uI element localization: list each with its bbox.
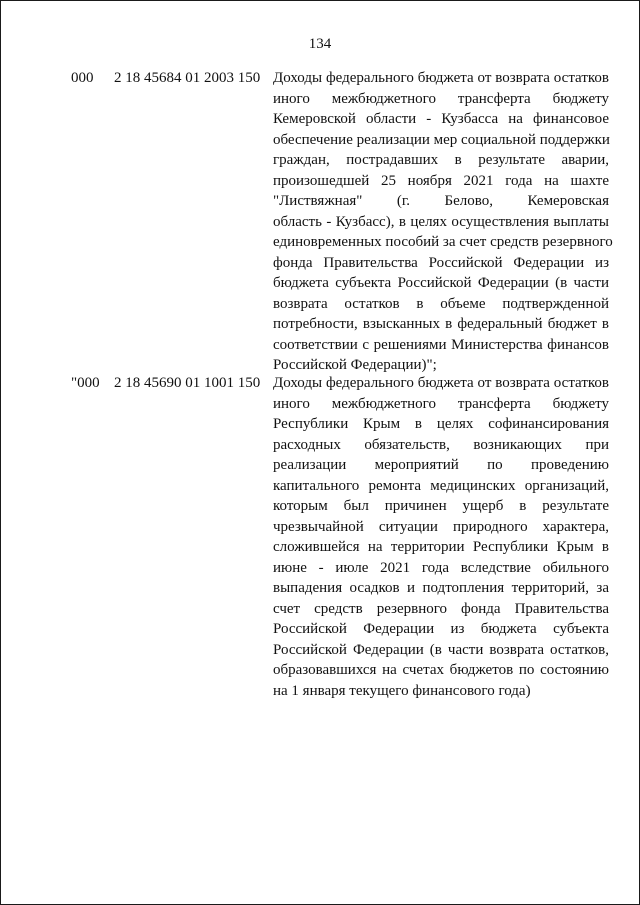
description-line: выпадения осадков и подтопления территорий, за [273,580,609,596]
description-line: фонда Правительства Российской Федерации из [273,254,609,271]
budget-classification-code: 2 18 45684 01 2003 150 [114,70,261,86]
revenue-description [273,68,613,376]
description-line: Кемеровской области - Кузбасса на финансовое [273,111,609,127]
description-line: Доходы федерального бюджета от возврата остатков [273,70,609,86]
description-line: на 1 января текущего финансового года) [273,682,531,699]
description-line: область - Кузбасс), в целях осуществления выплаты [273,213,609,230]
budget-classification-code: 2 18 45690 01 1001 150 [114,375,261,391]
revenue-description [273,373,609,701]
description-line: реализации мероприятий по проведению [273,457,609,473]
description-line: "Листвяжная" (г. Белово, Кемеровская [273,193,609,209]
description-line: счет средств резервного фонда Правительства [273,600,609,617]
description-line: расходных обязательств, возникающих при [273,436,609,453]
description-line: граждан, пострадавших в результате аварии, [273,152,609,168]
administrator-code: "000 [71,375,100,391]
description-line: соответствии с решениями Министерства финансов [273,336,609,353]
description-line: Республики Крым в целях софинансирования [273,416,609,432]
description-line: потребности, взысканных в федеральный бюджет в [273,316,609,332]
description-line: иного межбюджетного трансферта бюджету [273,90,609,107]
page-number: 134 [308,36,332,52]
description-line: единовременных пособий за счет средств резервного [273,234,613,250]
description-line: обеспечение реализации мер социальной поддержки [273,131,610,148]
description-line: Доходы федерального бюджета от возврата остатков [273,375,609,391]
administrator-code: 000 [71,70,94,86]
description-line: чрезвычайной ситуации природного характера, [273,518,609,535]
description-line: капитального ремонта медицинских организаций, [273,477,609,494]
description-line: Российской Федерации (в части возврата остатков, [273,641,609,658]
description-line: которым был причинен ущерб в результате [273,498,609,514]
description-line: произошедшей 25 ноября 2021 года на шахте [273,172,609,189]
description-line: сложившейся на территории Республики Крым в [273,539,609,555]
description-line: образовавшихся на счетах бюджетов по состоянию [273,662,609,678]
description-line: Российской Федерации)"; [273,357,437,373]
description-line: возврата остатков в объеме подтвержденной [273,295,609,312]
description-line: июне - июле 2021 года вследствие обильного [273,559,609,576]
description-line: Российской Федерации из бюджета субъекта [273,621,609,637]
description-line: иного межбюджетного трансферта бюджету [273,395,609,412]
description-line: бюджета субъекта Российской Федерации (в части [273,275,609,291]
